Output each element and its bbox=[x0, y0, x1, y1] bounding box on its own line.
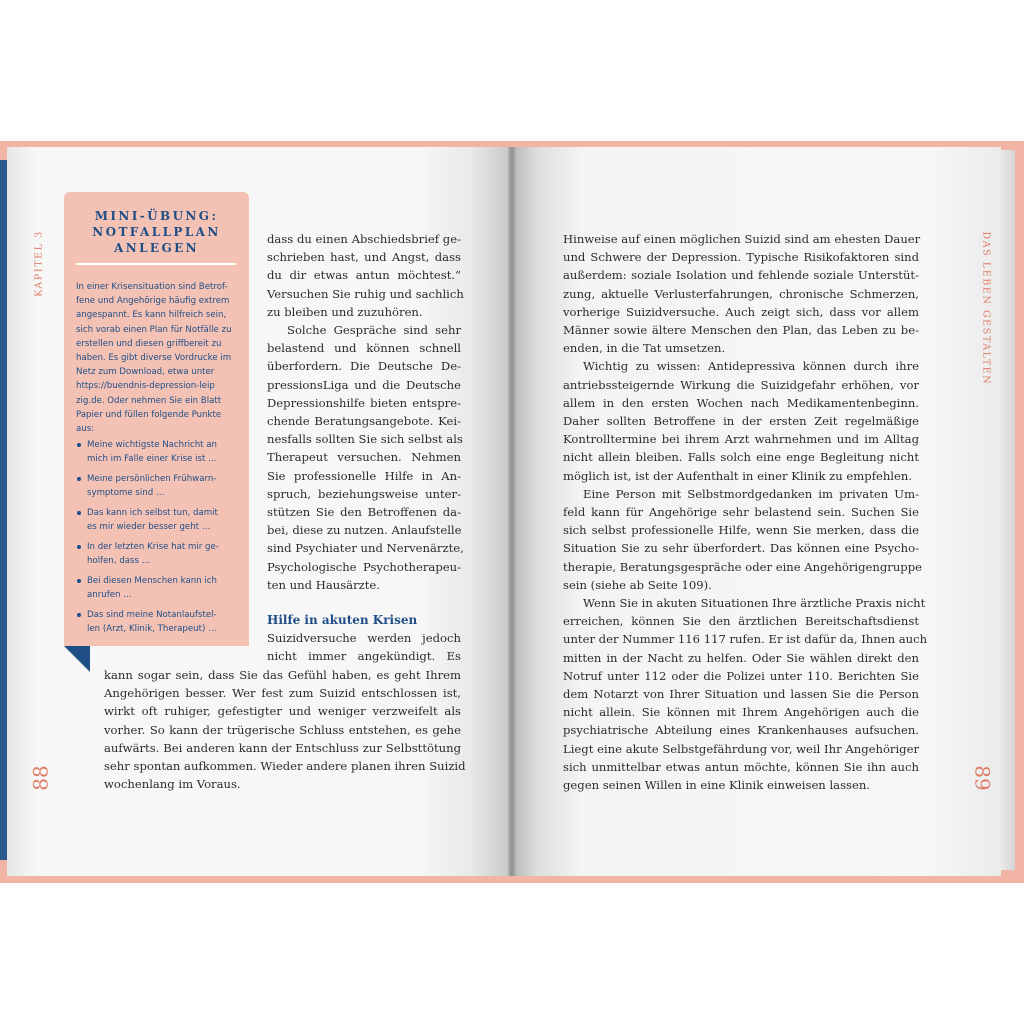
list-item bbox=[76, 438, 238, 466]
text-line: Daher sollten Betroffene in der ersten Zeit regelmäßige bbox=[563, 414, 919, 429]
paragraph bbox=[267, 230, 464, 321]
page-edges bbox=[1001, 150, 1015, 870]
list-item-line: anrufen … bbox=[87, 589, 132, 600]
exercise-title-line: MINI-ÜBUNG: bbox=[94, 209, 219, 223]
exercise-intro-line: Papier und füllen folgende Punkte bbox=[76, 409, 222, 420]
text-line: nicht allein. Sie können mit Ihrem Angehörigen auch die bbox=[563, 705, 919, 720]
exercise-intro-line: sich vorab einen Plan für Notfälle zu bbox=[76, 324, 232, 335]
exercise-box-intro bbox=[76, 280, 238, 436]
text-line: dem Notarzt von Ihrer Situation und lassen Sie die Person bbox=[563, 687, 919, 702]
list-item-line: Meine wichtigste Nachricht an bbox=[87, 440, 217, 450]
text-line: wochenlang im Voraus. bbox=[104, 777, 241, 792]
exercise-title-line: NOTFALLPLAN bbox=[92, 225, 221, 239]
paragraph bbox=[267, 629, 461, 665]
text-line: sind Psychiater und Nervenärzte, bbox=[267, 541, 464, 556]
text-line: Hinweise auf einen möglichen Suizid sind am ehesten Dauer bbox=[563, 232, 921, 246]
list-item-line: Bei diesen Menschen kann ich bbox=[87, 575, 217, 586]
text-line: Eine Person mit Selbstmordgedanken im privaten Um- bbox=[583, 486, 919, 501]
text-line: Kontrolltermine bei ihrem Arzt wahrnehmen und im Alltag bbox=[563, 432, 919, 447]
text-line: nicht allein bleiben. Falls solch eine enge Begleitung nicht bbox=[563, 450, 919, 465]
exercise-box-title bbox=[64, 208, 249, 256]
list-item bbox=[76, 506, 238, 534]
page-number-left: 88 bbox=[28, 765, 53, 791]
text-line: aufwärts. Bei anderen kann der Entschluss zur Selbsttötung bbox=[104, 740, 461, 755]
text-line: vorher. So kann der trügerische Schluss entstehen, es gehe bbox=[104, 722, 461, 737]
list-item bbox=[76, 472, 238, 500]
list-item-line: In der letzten Krise hat mir ge- bbox=[87, 541, 219, 552]
text-line: kann sogar sein, dass Sie das Gefühl haben, es geht Ihrem bbox=[104, 668, 461, 682]
exercise-box-divider bbox=[76, 263, 236, 265]
text-line: sich unmittelbar etwas antun möchte, können Sie ihn auch bbox=[563, 759, 919, 774]
left-column-text bbox=[267, 230, 464, 666]
text-line: belastend und können schnell bbox=[267, 341, 461, 356]
exercise-intro-line: erstellen und diesen griffbereit zu bbox=[76, 338, 222, 349]
list-item-line: len (Arzt, Klinik, Therapeut) … bbox=[87, 623, 217, 634]
running-head-right: DAS LEBEN GESTALTEN bbox=[980, 231, 992, 386]
text-line: Wichtig zu wissen: Antidepressiva können durch ihre bbox=[583, 359, 919, 374]
text-line: Solche Gespräche sind sehr bbox=[287, 323, 461, 338]
text-line: Wenn Sie in akuten Situationen Ihre ärztliche Praxis nicht bbox=[583, 596, 926, 611]
cover-spine-strip bbox=[0, 160, 7, 860]
text-line: sich selbst professionelle Hilfe, wenn Sie merken, dass die bbox=[563, 523, 919, 538]
text-line: Angehörigen besser. Wer fest zum Suizid entschlossen ist, bbox=[104, 686, 461, 701]
text-line: Depressionshilfe bieten entspre- bbox=[267, 395, 461, 410]
section-heading: Hilfe in akuten Krisen bbox=[267, 613, 418, 628]
exercise-intro-line: angespannt. Es kann hilfreich sein, bbox=[76, 310, 227, 321]
text-line: unter der Nummer 116 117 rufen. Er ist dafür da, Ihnen auch bbox=[563, 632, 928, 647]
text-line: ten und Hausärzte. bbox=[267, 577, 380, 592]
list-item-line: Meine persönlichen Frühwarn- bbox=[87, 473, 217, 484]
text-line: zu bleiben und zuzuhören. bbox=[267, 304, 423, 319]
list-item-line: es mir wieder besser geht … bbox=[87, 522, 211, 533]
exercise-box-list bbox=[76, 438, 238, 641]
text-line: nesfalls sollten Sie sich selbst als bbox=[267, 432, 463, 447]
text-line: psychiatrische Abteilung eines Krankenhauses aufsuchen. bbox=[563, 723, 919, 738]
text-line: nicht immer angekündigt. Es bbox=[267, 649, 461, 664]
right-column-text bbox=[563, 230, 928, 794]
text-line: mitten in der Nacht zu helfen. Oder Sie wählen direkt den bbox=[563, 650, 919, 665]
list-item-line: mich im Falle einer Krise ist … bbox=[87, 454, 217, 465]
list-item bbox=[76, 540, 238, 568]
paragraph bbox=[563, 357, 919, 484]
text-line: erreichen, können Sie den ärztlichen Bereitschaftsdienst bbox=[563, 614, 919, 629]
exercise-intro-line: haben. Es gibt diverse Vordrucke im bbox=[76, 353, 232, 364]
text-line: und Schwere der Depression. Typische Risikofaktoren sind bbox=[563, 250, 919, 265]
exercise-intro-line: aus: bbox=[76, 424, 95, 435]
text-line: gegen seinen Willen in eine Klinik einweisen lassen. bbox=[563, 778, 870, 793]
exercise-intro-line: Netz zum Download, etwa unter bbox=[76, 367, 215, 378]
paragraph bbox=[563, 594, 928, 794]
text-line: dass du einen Abschiedsbrief ge- bbox=[267, 232, 461, 246]
text-line: möglich ist, ist der Aufenthalt in einer Klinik zu empfehlen. bbox=[563, 468, 913, 483]
text-line: pressionsLiga und die Deutsche bbox=[267, 377, 461, 392]
text-line: Liegt eine akute Selbstgefährdung vor, weil Ihr Angehöriger bbox=[563, 741, 919, 756]
list-item bbox=[76, 608, 238, 636]
text-line: antriebssteigernde Wirkung die Suizidgefahr erhöhen, vor bbox=[563, 377, 919, 392]
text-line: überfordern. Die Deutsche De- bbox=[267, 359, 461, 374]
text-line: Männer sowie ältere Menschen den Plan, das Leben zu be- bbox=[563, 323, 919, 338]
text-line: enden, in die Tat umsetzen. bbox=[563, 341, 726, 356]
text-line: vorherige Suizidversuche. Auch zeigt sich, dass vor allem bbox=[563, 304, 919, 319]
text-line: sein (siehe ab Seite 109). bbox=[563, 577, 712, 592]
exercise-box-fold bbox=[64, 646, 90, 672]
exercise-intro-line: fene und Angehörige häufig extrem bbox=[76, 296, 230, 307]
list-item-line: Das kann ich selbst tun, damit bbox=[87, 507, 218, 518]
paragraph bbox=[563, 230, 919, 357]
text-line: Notruf unter 112 oder die Polizei unter 110. Berichten Sie bbox=[563, 668, 919, 683]
text-line: feld kann für Angehörige sehr belastend sein. Suchen Sie bbox=[563, 505, 919, 520]
book-gutter bbox=[508, 147, 516, 876]
left-wide-text bbox=[104, 666, 466, 793]
exercise-intro-line: zig.de. Oder nehmen Sie ein Blatt bbox=[76, 395, 222, 406]
exercise-intro-line: In einer Krisensituation sind Betrof- bbox=[76, 282, 228, 292]
text-line: allem in den ersten Wochen nach Medikamentenbeginn. bbox=[563, 395, 919, 410]
list-item-line: symptome sind … bbox=[87, 488, 165, 499]
text-line: therapie, Beratungsgespräche oder eine Angehörigengruppe bbox=[563, 559, 922, 574]
running-head-left: KAPITEL 3 bbox=[33, 230, 45, 297]
page-number-right: 89 bbox=[970, 765, 995, 791]
text-line: bei, diese zu nutzen. Anlaufstelle bbox=[267, 523, 462, 538]
text-line: wirkt oft ruhiger, gefestigter und weniger verzweifelt als bbox=[104, 704, 461, 719]
text-line: chende Beratungsangebote. Kei- bbox=[267, 414, 461, 429]
text-line: außerdem: soziale Isolation und fehlende soziale Unterstüt- bbox=[563, 268, 919, 283]
text-line: sehr spontan aufkommen. Wieder andere planen ihren Suizid bbox=[104, 759, 466, 774]
text-line: Situation Sie zu sehr überfordert. Das können eine Psycho- bbox=[563, 541, 919, 556]
text-line: zung, aktuelle Verlusterfahrungen, chronische Schmerzen, bbox=[563, 286, 919, 301]
paragraph bbox=[267, 321, 464, 594]
list-item-line: Das sind meine Notanlaufstel- bbox=[87, 609, 217, 620]
text-line: Suizidversuche werden jedoch bbox=[267, 631, 461, 646]
list-item bbox=[76, 574, 238, 602]
exercise-intro-line: https://buendnis-depression-leip bbox=[76, 381, 215, 392]
text-line: Therapeut versuchen. Nehmen bbox=[267, 450, 461, 465]
text-line: Sie professionelle Hilfe in An- bbox=[267, 468, 461, 483]
text-line: du dir etwas antun möchtest.“ bbox=[267, 268, 461, 283]
text-line: Versuchen Sie ruhig und sachlich bbox=[267, 286, 464, 301]
exercise-title-line: ANLEGEN bbox=[113, 241, 200, 255]
paragraph bbox=[563, 485, 922, 594]
text-line: schrieben hast, und Angst, dass bbox=[267, 250, 461, 265]
text-line: Psychologische Psychotherapeu- bbox=[267, 559, 461, 574]
text-line: stützen Sie den Betroffenen da- bbox=[267, 505, 461, 520]
text-line: spruch, beziehungsweise unter- bbox=[267, 486, 461, 501]
list-item-line: holfen, dass … bbox=[87, 555, 151, 566]
